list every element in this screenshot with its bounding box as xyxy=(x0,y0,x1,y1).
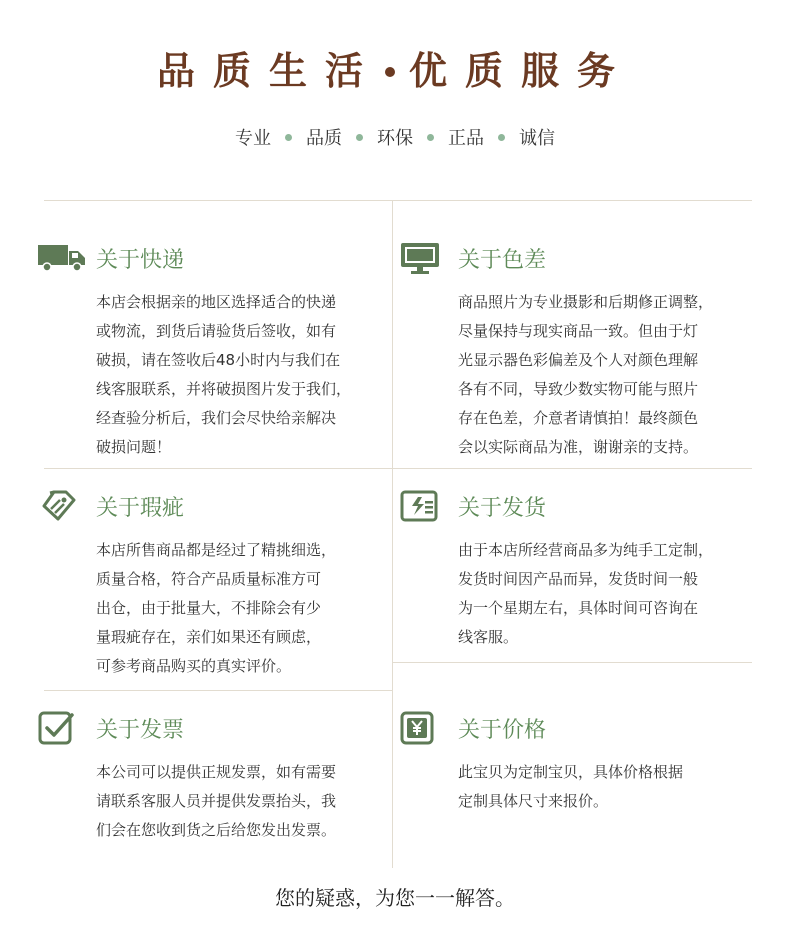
body-line: 尽量保持与现实商品一致。但由于灯 xyxy=(458,322,699,340)
tag-separator-dot xyxy=(285,134,292,141)
tag-separator-dot xyxy=(427,134,434,141)
section-shipping xyxy=(400,488,713,652)
title-left: 品质生活 xyxy=(156,48,381,93)
section-title: 关于色差 xyxy=(458,247,547,273)
yen-icon xyxy=(400,711,448,745)
section-flaws xyxy=(38,488,336,681)
body-line: 会以实际商品为准，谢谢亲的支持。 xyxy=(458,438,699,456)
body-line: 线客服联系，并将破损图片发于我们， xyxy=(96,380,352,398)
body-line: 定制具体尺寸来报价。 xyxy=(458,792,609,810)
body-line: 线客服。 xyxy=(458,628,519,646)
body-line: 质量合格，符合产品质量标准方可 xyxy=(96,570,322,588)
section-body xyxy=(458,758,683,816)
body-line: 存在色差，介意者请慎拍！最终颜色 xyxy=(458,409,699,427)
body-line: 请联系客服人员并提供发票抬头，我 xyxy=(96,792,337,810)
body-line: 经查验分析后，我们会尽快给亲解决 xyxy=(96,409,337,427)
section-title: 关于价格 xyxy=(458,717,547,743)
section-price xyxy=(400,710,683,816)
body-line: 量瑕疵存在，亲们如果还有顾虑， xyxy=(96,628,322,646)
body-line: 可参考商品购买的真实评价。 xyxy=(96,657,292,675)
divider-right-2 xyxy=(392,662,752,663)
tag-professional: 专业 xyxy=(235,128,271,149)
truck-icon xyxy=(38,241,86,275)
body-line: 各有不同，导致少数实物可能与照片 xyxy=(458,380,699,398)
section-title: 关于瑕疵 xyxy=(96,495,185,521)
tag-separator-dot xyxy=(356,134,363,141)
body-line: 为一个星期左右，具体时间可咨询在 xyxy=(458,599,699,617)
body-line: 或物流，到货后请验货后签收，如有 xyxy=(96,322,337,340)
checkbox-icon xyxy=(38,711,86,745)
body-line: 们会在您收到货之后给您发出发票。 xyxy=(96,821,337,839)
body-line: 商品照片为专业摄影和后期修正调整， xyxy=(458,293,714,311)
section-title: 关于发货 xyxy=(458,495,547,521)
body-line: 此宝贝为定制宝贝，具体价格根据 xyxy=(458,763,684,781)
tag-quality: 品质 xyxy=(306,128,342,149)
section-body xyxy=(96,536,336,681)
tag-genuine: 正品 xyxy=(448,128,484,149)
section-express xyxy=(38,240,351,462)
divider-right-1 xyxy=(392,468,752,469)
footer-text: 您的疑惑，为您一一解答。 xyxy=(275,886,515,910)
tag-icon xyxy=(38,489,86,523)
body-line: 破损，请在签收后48小时内与我们在 xyxy=(96,351,341,369)
body-line: 光显示器色彩偏差及个人对颜色理解 xyxy=(458,351,699,369)
section-title: 关于快递 xyxy=(96,247,185,273)
body-line: 发货时间因产品而异，发货时间一般 xyxy=(458,570,699,588)
body-line: 本店会根据亲的地区选择适合的快递 xyxy=(96,293,337,311)
body-line: 破损问题！ xyxy=(96,438,172,456)
tag-eco: 环保 xyxy=(377,128,413,149)
divider-left-2 xyxy=(44,690,392,691)
body-line: 由于本店所经营商品多为纯手工定制， xyxy=(458,541,714,559)
divider-top xyxy=(44,200,752,201)
page-title xyxy=(0,40,790,95)
section-body xyxy=(458,288,713,462)
monitor-icon xyxy=(400,241,448,275)
tag-integrity: 诚信 xyxy=(519,128,555,149)
title-right: 优质服务 xyxy=(409,48,634,93)
shipping-box-icon xyxy=(400,489,448,523)
body-line: 本公司可以提供正规发票，如有需要 xyxy=(96,763,337,781)
title-dot xyxy=(385,67,395,77)
section-body xyxy=(458,536,713,652)
section-body xyxy=(96,288,351,462)
body-line: 本店所售商品都是经过了精挑细选， xyxy=(96,541,337,559)
divider-center xyxy=(392,200,393,868)
section-color-difference xyxy=(400,240,713,462)
section-title: 关于发票 xyxy=(96,717,185,743)
section-invoice xyxy=(38,710,336,845)
tag-row xyxy=(0,124,790,150)
tag-separator-dot xyxy=(498,134,505,141)
section-body xyxy=(96,758,336,845)
divider-left-1 xyxy=(44,468,392,469)
body-line: 出仓，由于批量大，不排除会有少 xyxy=(96,599,322,617)
